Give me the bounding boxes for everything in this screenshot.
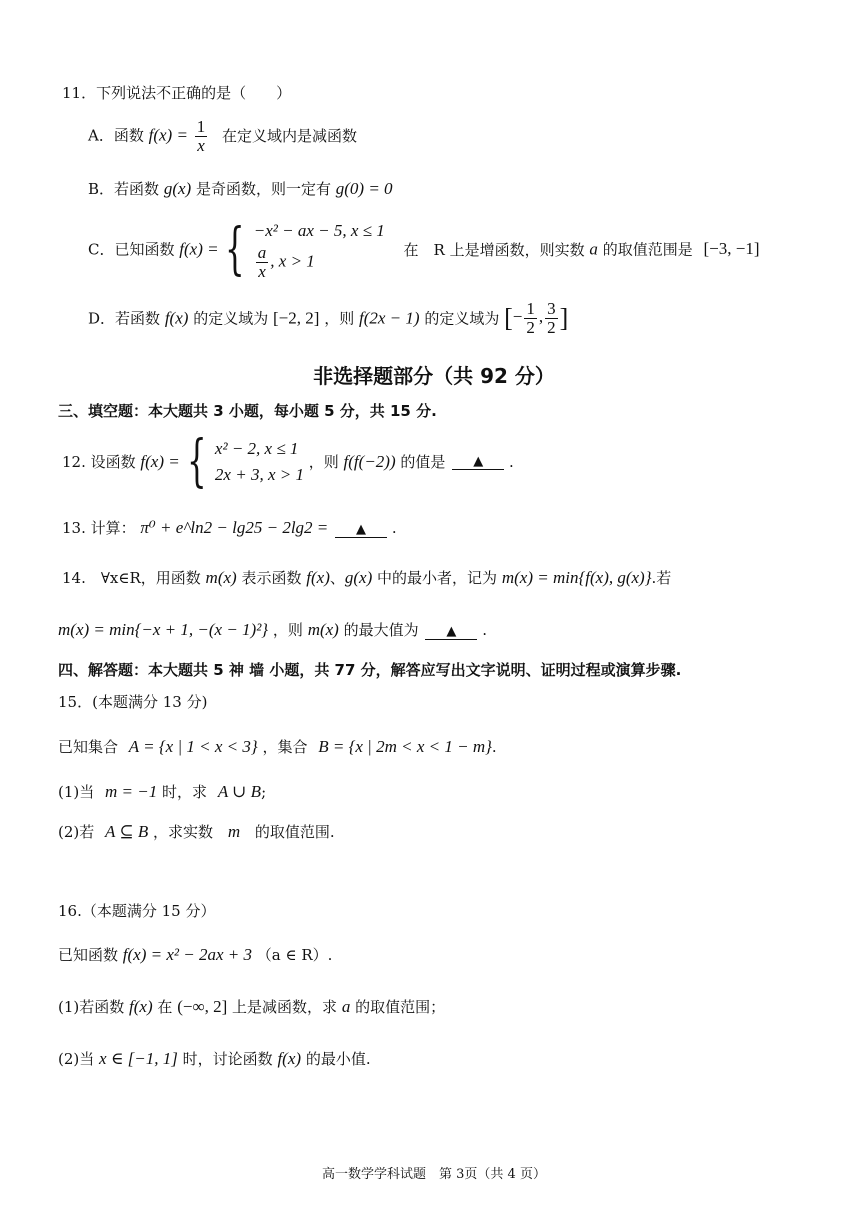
q16-p2-c: 的最小值. xyxy=(305,1050,371,1068)
q12-lhs: f(x) = xyxy=(140,451,180,471)
q11-b-eq: g(0) = 0 xyxy=(335,179,393,198)
q15-header: 15．(本题满分 13 分) xyxy=(58,693,208,711)
q11-b-label: B．若函数 xyxy=(88,180,160,198)
q15-part1 xyxy=(58,782,266,802)
q16-p1-c: 上是减函数，求 xyxy=(232,998,338,1016)
q11-stem xyxy=(62,84,291,102)
q15-p2-c: 的取值范围. xyxy=(254,823,335,841)
q12-expr: f(f(−2)) xyxy=(343,451,396,471)
q11-c-lhs: f(x) = xyxy=(179,239,219,259)
q14-line1 xyxy=(62,568,671,588)
q11-option-b xyxy=(88,179,393,199)
q16-part1 xyxy=(58,997,445,1017)
q12-brace: { xyxy=(186,429,207,494)
q11-b-mid: 是奇函数，则一定有 xyxy=(195,180,331,198)
q11-a-fraction xyxy=(195,118,208,155)
q15-p1-a: (1)当 xyxy=(58,783,95,801)
q11-c-mid: 在 R 上是增函数，则实数 xyxy=(403,240,585,259)
q11-c-brace: { xyxy=(225,216,245,282)
q14-fx: f(x) xyxy=(306,568,330,587)
q14-line1-b: 表示函数 xyxy=(241,569,302,587)
q16-fn: f(x) = x² − 2ax + 3 xyxy=(122,945,252,964)
q15-p2-var: m xyxy=(227,822,241,841)
section-title: 非选择题部分（共 92 分） xyxy=(313,364,555,388)
q11-d-mid2: ，则 xyxy=(324,309,355,328)
q16-p1-b: 在 xyxy=(157,998,173,1016)
q14-line2-def: m(x) = min{−x + 1, −(x − 1)²} xyxy=(58,620,269,639)
q13-answer-blank[interactable]: ▲ xyxy=(335,522,387,538)
q16-p1-d: 的取值范围； xyxy=(355,998,446,1016)
q15-stem-a: 已知集合 xyxy=(58,738,119,756)
q13-label: 13. 计算： xyxy=(62,519,136,537)
q15-set-a: A = {x | 1 < x < 3} xyxy=(128,737,258,756)
q12-tail: 的值是 xyxy=(400,453,446,471)
q12-case2: 2x + 3, x > 1 xyxy=(214,465,304,484)
q15-p2-a: (2)若 xyxy=(58,823,95,841)
q16-p1-var: a xyxy=(341,997,351,1016)
q11-c-case2-cond: , x > 1 xyxy=(270,251,315,271)
page-footer: 高一数学学科试题 第 3页（共 4 页） xyxy=(322,1167,546,1182)
q14-line1-a: 14. ∀x∈R，用函数 xyxy=(62,569,201,587)
q11-d-label: D．若函数 xyxy=(88,309,161,328)
q14-line2-tail: 的最大值为 xyxy=(343,621,419,639)
q11-c-mid2: 的取值范围是 xyxy=(602,240,693,259)
q16-p2-b: 时，讨论函数 xyxy=(182,1050,273,1068)
q12-mid: ，则 xyxy=(308,453,339,471)
q11-d-hi-den: 2 xyxy=(547,318,556,337)
q15-set-b: B = {x | 2m < x < 1 − m} xyxy=(318,737,492,756)
q11-c-case2-frac xyxy=(256,244,269,281)
q15-stem-b: ，集合 xyxy=(262,738,308,756)
q13-expr: π⁰ + e^ln2 − lg25 − 2lg2 = xyxy=(140,518,329,537)
q16-p2-int: x ∈ [−1, 1] xyxy=(99,1049,178,1068)
q11-d-mid: 的定义域为 xyxy=(193,309,269,328)
q15-stem-end: . xyxy=(491,738,497,756)
q11-c-case1: −x² − ax − 5, x ≤ 1 xyxy=(253,221,385,240)
q11-c-range: [−3, −1] xyxy=(703,239,760,259)
q15-p1-b: 时，求 xyxy=(162,783,208,801)
q11-a-tail: 在定义域内是减函数 xyxy=(222,126,358,145)
q11-d-hi-num: 3 xyxy=(547,299,556,318)
q11-d-fn2: f(2x − 1) xyxy=(358,308,420,328)
q14-mx: m(x) xyxy=(205,568,237,587)
q15-p1-end: ; xyxy=(261,783,267,801)
q16-stem-a: 已知函数 xyxy=(58,946,119,964)
q11-d-lo-den: 2 xyxy=(526,318,535,337)
q14-line1-def: m(x) = min{f(x), g(x)} xyxy=(501,568,652,587)
q16-header: 16.（本题满分 15 分） xyxy=(58,902,216,920)
q11-option-d xyxy=(88,300,568,337)
q11-d-mid3: 的定义域为 xyxy=(424,309,500,328)
q16-p1-a: (1)若函数 xyxy=(58,998,125,1016)
q16-p1-int: (−∞, 2] xyxy=(177,997,228,1016)
q12-case1: x² − 2, x ≤ 1 xyxy=(214,439,299,458)
q14-answer-blank[interactable]: ▲ xyxy=(425,624,477,640)
q13 xyxy=(62,518,397,538)
q16-p1-fn: f(x) xyxy=(129,997,153,1016)
q11-c-case2-den: x xyxy=(258,262,266,281)
q12-end: . xyxy=(508,453,514,471)
q11-b-fn: g(x) xyxy=(163,179,192,198)
q13-end: . xyxy=(391,519,397,537)
q12 xyxy=(62,429,514,494)
q11-c-case2-num: a xyxy=(257,243,267,262)
q11-d-dom: [−2, 2] xyxy=(272,308,320,328)
q11-c-var: a xyxy=(589,239,598,259)
q15-p1-cond: m = −1 xyxy=(105,782,158,801)
q11-a-label: A．函数 xyxy=(88,126,144,145)
q11-c-label: C．已知函数 xyxy=(88,240,175,259)
q15-part2 xyxy=(58,822,335,842)
q11-d-lo-num: 1 xyxy=(526,299,535,318)
q14-line2-mid: ，则 xyxy=(272,621,303,639)
q11-option-a xyxy=(88,118,357,155)
q14-line2 xyxy=(58,620,487,640)
q11-d-range: [− $\frac{1}{2}$ , $\frac{3}{2}$ ] xyxy=(504,299,569,337)
q15-p2-cond: A ⊆ B xyxy=(105,822,149,841)
q16-part2 xyxy=(58,1049,371,1069)
q15-p2-b: ，求实数 xyxy=(153,823,214,841)
q16-p2-fn: f(x) xyxy=(277,1049,302,1068)
q15-p1-expr: A ∪ B xyxy=(217,782,262,801)
q11-option-c xyxy=(88,218,759,281)
q11-a-lhs: f(x) = xyxy=(148,125,188,145)
q16-p2-a: (2)当 xyxy=(58,1050,95,1068)
q12-cases xyxy=(215,436,304,488)
part4-heading: 四、解答题：本大题共 5 神 墙 小题，共 77 分，解答应写出文字说明、证明过程或演算步骤. xyxy=(58,661,682,679)
q11-stem-text: 11．下列说法不正确的是（ ） xyxy=(62,84,292,102)
q11-a-den: x xyxy=(197,136,205,155)
q14-line2-mx: m(x) xyxy=(307,620,339,639)
q11-d-fn: f(x) xyxy=(164,308,189,328)
q14-line1-c: 中的最小者，记为 xyxy=(377,569,498,587)
q14-gx: g(x) xyxy=(344,568,373,587)
q11-a-num: 1 xyxy=(196,117,206,136)
q16-stem-b: （a ∈ R）. xyxy=(256,946,333,964)
q11-c-cases xyxy=(254,218,385,281)
q14-end: . xyxy=(482,621,487,639)
q15-stem xyxy=(58,737,497,757)
part3-heading: 三、填空题：本大题共 3 小题，每小题 5 分，共 15 分. xyxy=(58,402,437,420)
q14-line1-d: .若 xyxy=(651,569,672,587)
q14-sep: 、 xyxy=(329,569,345,587)
q16-stem xyxy=(58,945,332,965)
q12-label: 12. 设函数 xyxy=(62,453,136,471)
q12-answer-blank[interactable]: ▲ xyxy=(452,454,504,470)
